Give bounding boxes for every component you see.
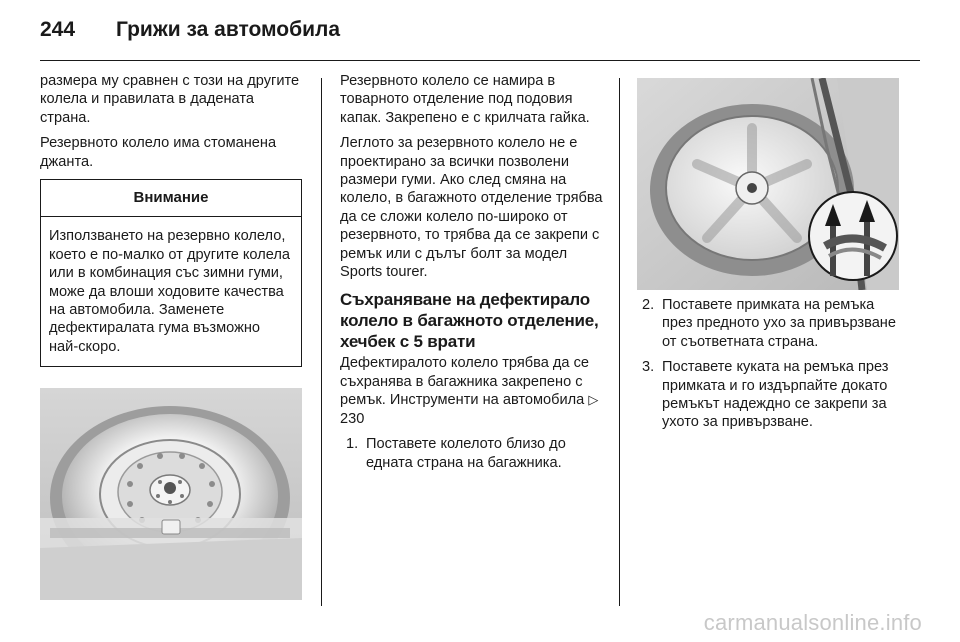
chapter-title: Грижи за автомобила (116, 18, 341, 41)
step-number: 2. (642, 297, 655, 313)
strap-figure (637, 78, 899, 290)
column-divider (619, 78, 620, 606)
warning-text: Използването на резервно колело, което е по-малко от другите колела или в комбинация със зимни гуми, може да влоши ходовите качества на автомобила. Заменете дефектиралата гума възможно най-скоро. (49, 228, 291, 355)
step-number: 3. (642, 359, 655, 376)
paragraph: Резервното колело се намира в товарното отделение под подовия капак. Закрепено е с крилчата гайка. (340, 73, 590, 126)
reference-page[interactable]: 230 (340, 410, 365, 427)
spare-wheel-figure (40, 388, 302, 600)
section-heading: Съхраняване на дефектирало колело в багажното отделение, хечбек с 5 врати (340, 290, 599, 352)
list-item (636, 358, 900, 432)
warning-box (40, 179, 302, 367)
inset-detail (809, 192, 897, 280)
page-header (40, 18, 920, 48)
step-list (340, 435, 606, 472)
page-number: 244 (40, 18, 76, 41)
list-item (636, 296, 900, 351)
column-3 (636, 296, 900, 439)
spare-wheel-illustration (40, 388, 302, 600)
step-text: Поставете колелото близо до едната страна на багажника. (366, 436, 566, 471)
header-rule (40, 60, 920, 61)
paragraph (340, 354, 606, 428)
reference-arrow-icon[interactable]: ▷ (588, 392, 599, 408)
paragraph-text: Дефектиралото колело трябва да се съхранява в багажника закрепено с ремък. Инструменти на автомобила (340, 355, 590, 409)
list-item (340, 435, 606, 472)
step-text: Поставете примката на ремъка през предното ухо за привързване от съответната страна. (662, 297, 896, 350)
paragraph: размера му сравнен с този на другите колела и правилата в дадената страна. (40, 73, 300, 126)
step-text: Поставете куката на ремъка през примката и го издърпайте докато ремъкът надеждно се закрепи за ухото за привързване. (662, 359, 889, 431)
column-2 (340, 72, 606, 479)
watermark: carmanualsonline.info (703, 610, 922, 635)
warning-title: Внимание (41, 180, 301, 217)
paragraph: Резервното колело има стоманена джанта. (40, 135, 277, 170)
step-list (636, 296, 900, 432)
column-divider (321, 78, 322, 606)
strap-illustration (637, 78, 899, 290)
column-1 (40, 72, 302, 367)
step-number: 1. (346, 436, 359, 453)
paragraph: Леглото за резервното колело не е проектирано за всички позволени размери гуми. Ако след смяна на колело, в багажното отделение трябва да се сложи колело по-широко от резервното, то трябва да се закрепи с ремък или с дълъг болт за модел Sports tourer. (340, 135, 603, 281)
